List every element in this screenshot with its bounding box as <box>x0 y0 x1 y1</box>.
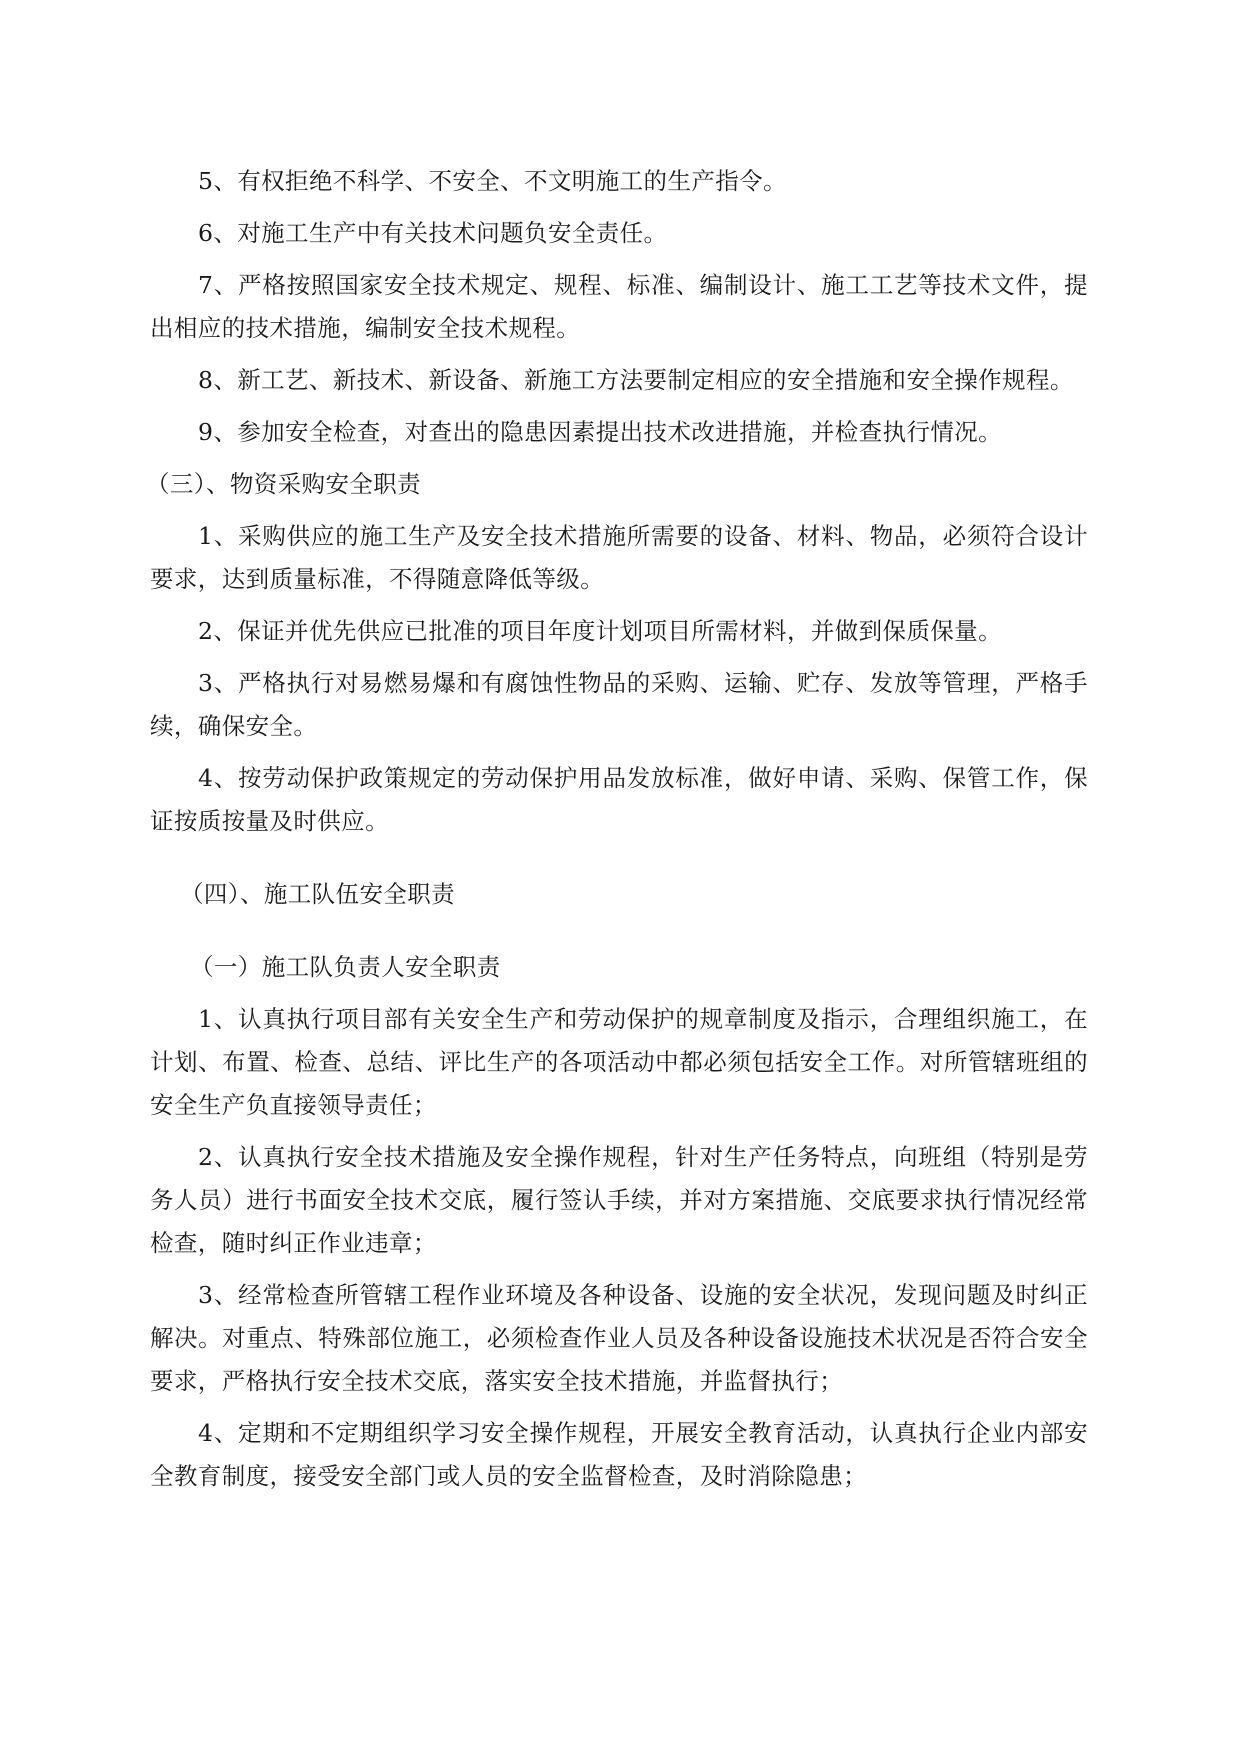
paragraph: 5、有权拒绝不科学、不安全、不文明施工的生产指令。 <box>198 167 787 195</box>
paragraph: 9、参加安全检查，对查出的隐患因素提出技术改进措施，并检查执行情况。 <box>198 418 1003 446</box>
paragraph: 3、经常检查所管辖工程作业环境及各种设备、设施的安全状况，发现问题及时纠正解决。对重点、特殊部位施工，必须检查作业人员及各种设备设施技术状况是否符合安全要求，严格执行安全技术交底，落实安全技术措施，并监督执行； <box>150 1281 1088 1395</box>
document-body <box>146 160 1088 1507</box>
subsection-heading: （一）施工队负责人安全职责 <box>190 953 501 981</box>
section-heading: （三）、物资采购安全职责 <box>146 470 422 498</box>
paragraph: 6、对施工生产中有关技术问题负安全责任。 <box>198 219 668 247</box>
paragraph: 7、严格按照国家安全技术规定、规程、标准、编制设计、施工工艺等技术文件，提出相应的技术措施，编制安全技术规程。 <box>150 271 1088 342</box>
paragraph: 2、认真执行安全技术措施及安全操作规程，针对生产任务特点，向班组（特别是劳务人员）进行书面安全技术交底，履行签认手续，并对方案措施、交底要求执行情况经常检查，随时纠正作业违章； <box>150 1143 1088 1257</box>
paragraph: 4、按劳动保护政策规定的劳动保护用品发放标准，做好申请、采购、保管工作，保证按质按量及时供应。 <box>150 764 1088 835</box>
paragraph: 2、保证并优先供应已批准的项目年度计划项目所需材料，并做到保质保量。 <box>198 617 1003 645</box>
paragraph: 3、严格执行对易燃易爆和有腐蚀性物品的采购、运输、贮存、发放等管理，严格手续，确保安全。 <box>150 669 1088 740</box>
paragraph: 1、采购供应的施工生产及安全技术措施所需要的设备、材料、物品，必须符合设计要求，达到质量标准，不得随意降低等级。 <box>150 522 1088 593</box>
paragraph: 1、认真执行项目部有关安全生产和劳动保护的规章制度及指示，合理组织施工，在计划、布置、检查、总结、评比生产的各项活动中都必须包括安全工作。对所管辖班组的安全生产负直接领导责任； <box>150 1005 1088 1119</box>
paragraph: 4、定期和不定期组织学习安全操作规程，开展安全教育活动，认真执行企业内部安全教育制度，接受安全部门或人员的安全监督检查，及时消除隐患； <box>150 1419 1088 1490</box>
paragraph: 8、新工艺、新技术、新设备、新施工方法要制定相应的安全措施和安全操作规程。 <box>198 366 1074 394</box>
section-heading: （四）、施工队伍安全职责 <box>180 880 456 908</box>
